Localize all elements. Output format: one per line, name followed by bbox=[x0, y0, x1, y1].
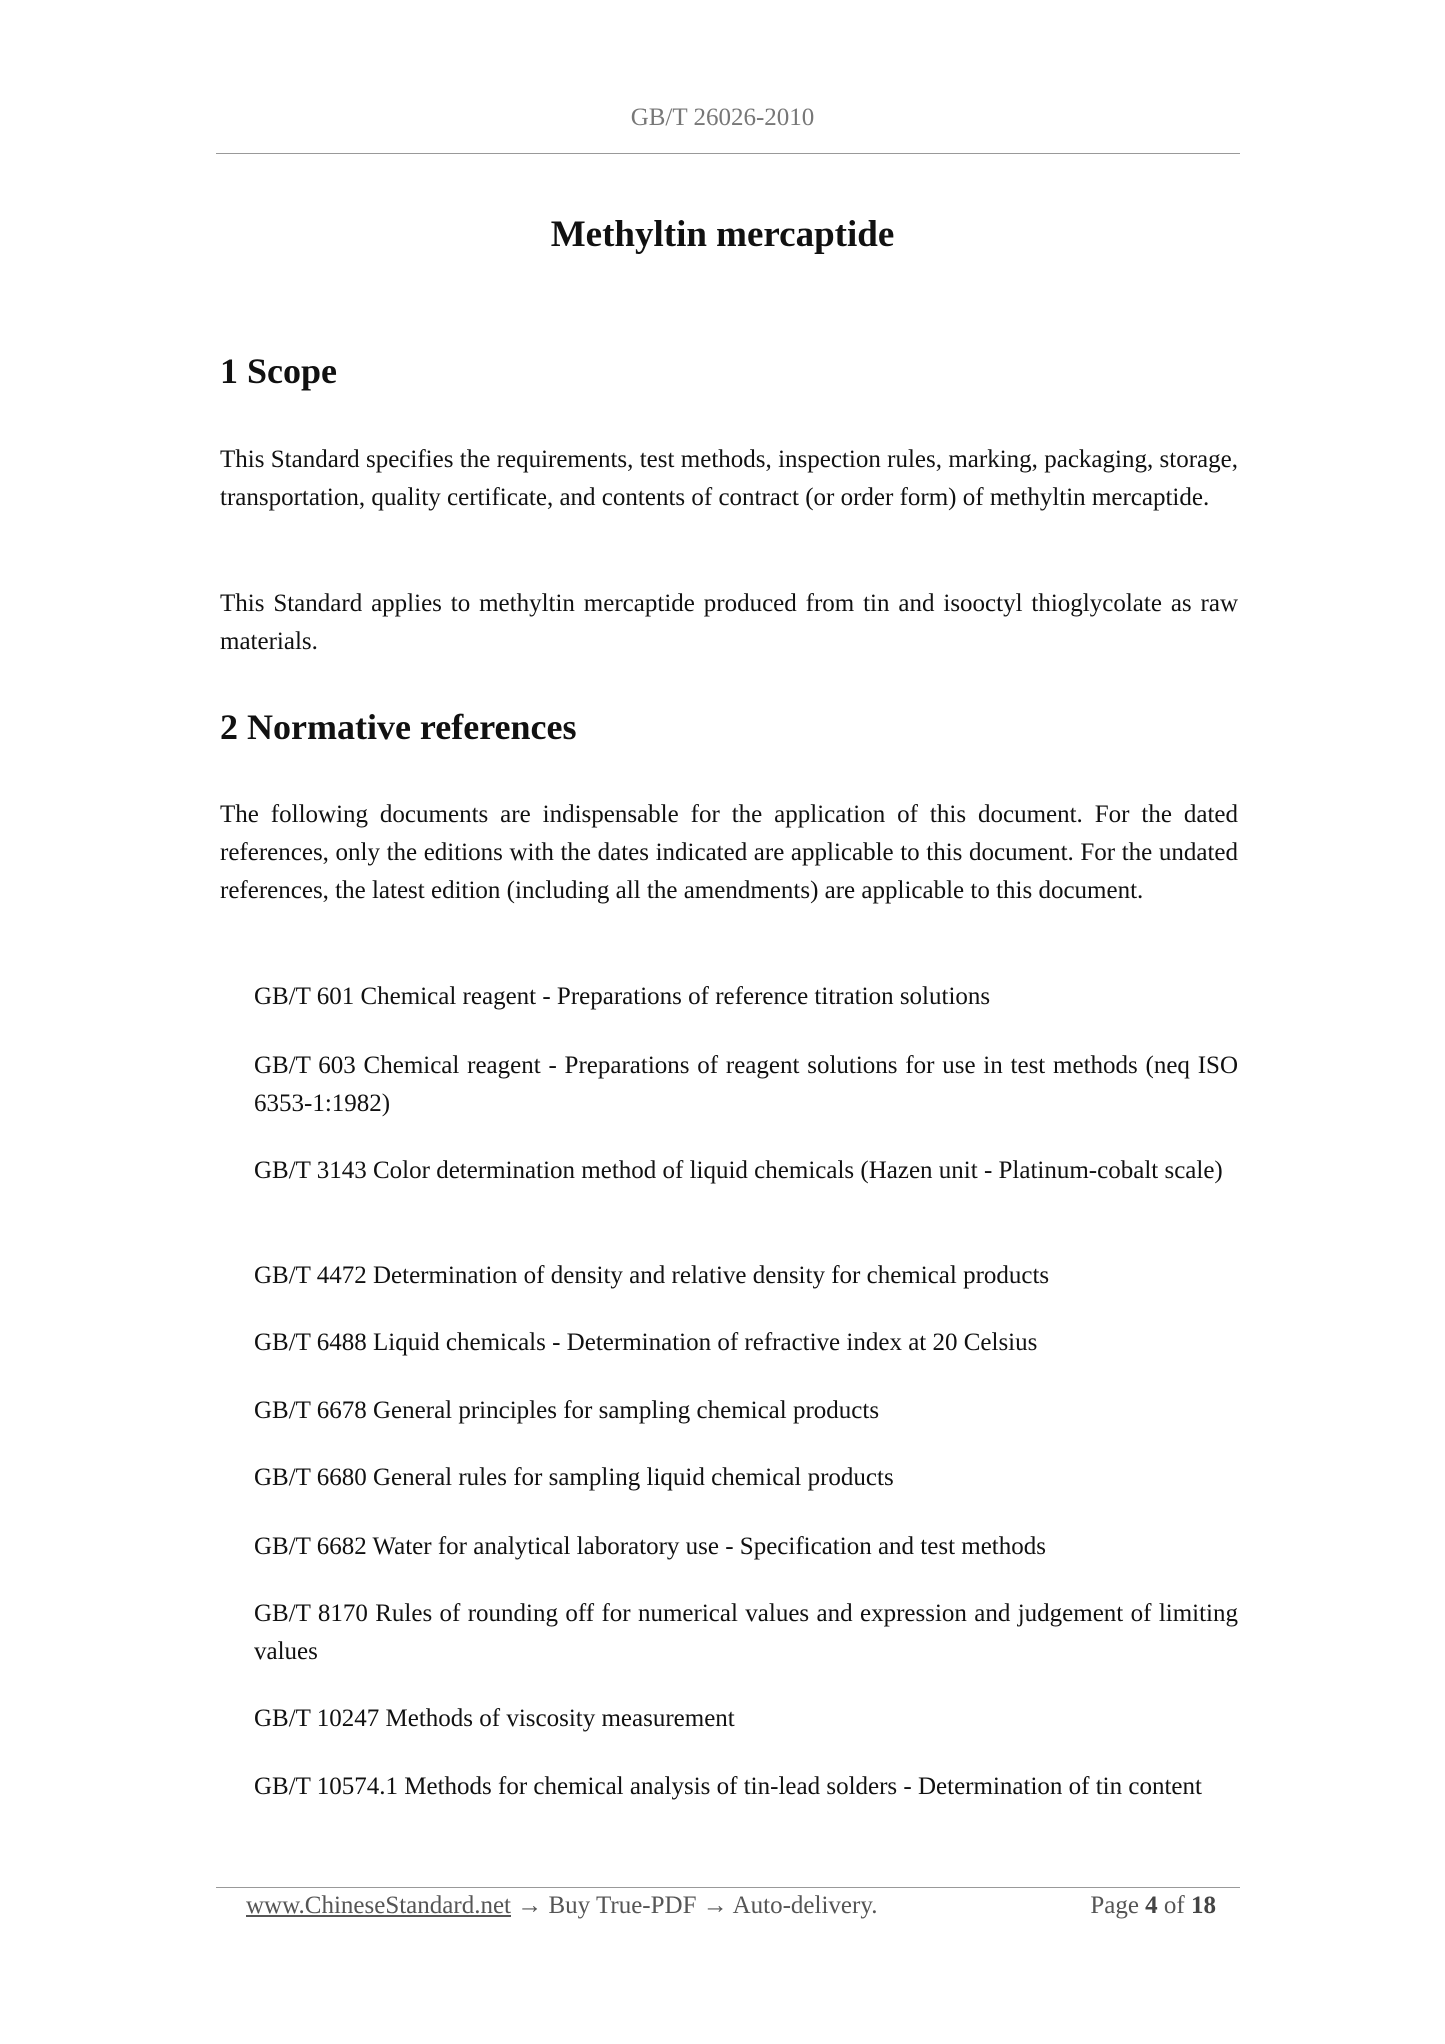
reference-item: GB/T 10574.1 Methods for chemical analysis of tin-lead solders - Determination of tin content bbox=[254, 1773, 1202, 1800]
footer bbox=[246, 1892, 1216, 1920]
total-pages: 18 bbox=[1191, 1892, 1216, 1919]
document-title: Methyltin mercaptide bbox=[550, 214, 895, 255]
section-heading-scope: 1 Scope bbox=[220, 351, 337, 391]
reference-item: GB/T 10247 Methods of viscosity measurement bbox=[254, 1705, 735, 1732]
reference-item: GB/T 603 Chemical reagent - Preparations of reagent solutions for use in test methods (neq ISO 6353-1:1982) bbox=[254, 1052, 1238, 1117]
reference-item: GB/T 6488 Liquid chemicals - Determination of refractive index at 20 Celsius bbox=[254, 1329, 1038, 1356]
footer-promo-text: → Buy True-PDF → Auto-delivery. bbox=[511, 1892, 878, 1919]
reference-item: GB/T 8170 Rules of rounding off for numerical values and expression and judgement of limiting values bbox=[254, 1600, 1238, 1665]
reference-item: GB/T 3143 Color determination method of liquid chemicals (Hazen unit - Platinum-cobalt scale) bbox=[254, 1157, 1223, 1184]
section-heading-normative-references: 2 Normative references bbox=[220, 707, 577, 747]
reference-item: GB/T 4472 Determination of density and relative density for chemical products bbox=[254, 1262, 1050, 1289]
references-intro-paragraph: The following documents are indispensable for the application of this document. For the dated references, only the editions with the dates indicated are applicable to this document. For the undated references, the latest edition (including all the amendments) are applicable to this document. bbox=[220, 801, 1238, 904]
chinese-standard-link[interactable]: www.ChineseStandard.net bbox=[246, 1892, 511, 1919]
page-label: Page bbox=[1090, 1892, 1139, 1919]
reference-item: GB/T 601 Chemical reagent - Preparations of reference titration solutions bbox=[254, 983, 991, 1010]
reference-item: GB/T 6680 General rules for sampling liquid chemical products bbox=[254, 1464, 894, 1491]
page-indicator bbox=[1090, 1892, 1216, 1920]
reference-item: GB/T 6678 General principles for sampling chemical products bbox=[254, 1397, 880, 1424]
scope-paragraph-1: This Standard specifies the requirements, test methods, inspection rules, marking, packaging, storage, transportation, quality certificate, and contents of contract (or order form) of methyltin mercaptide. bbox=[220, 446, 1238, 511]
current-page: 4 bbox=[1145, 1892, 1158, 1919]
of-label: of bbox=[1163, 1892, 1185, 1919]
scope-paragraph-2: This Standard applies to methyltin mercaptide produced from tin and isooctyl thioglycolate as raw materials. bbox=[220, 590, 1238, 655]
header-divider bbox=[216, 153, 1240, 154]
reference-item: GB/T 6682 Water for analytical laboratory use - Specification and test methods bbox=[254, 1533, 1046, 1560]
header-doc-id: GB/T 26026-2010 bbox=[630, 104, 815, 131]
footer-divider bbox=[216, 1887, 1240, 1888]
